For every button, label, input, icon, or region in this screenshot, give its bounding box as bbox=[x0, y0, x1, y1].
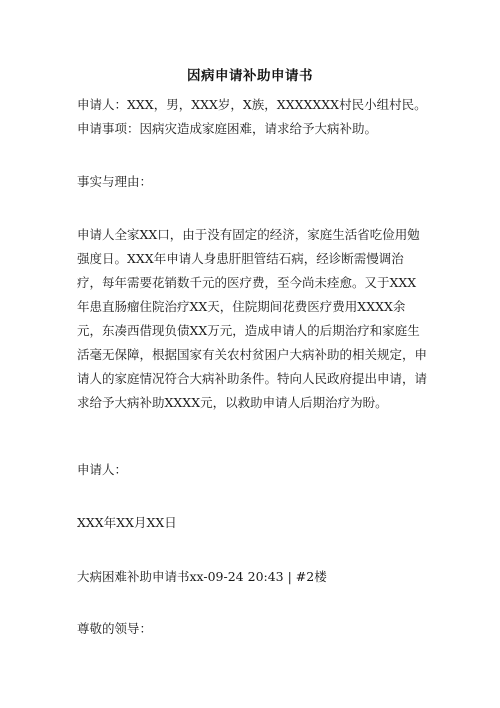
salutation: 尊敬的领导： bbox=[77, 621, 153, 636]
facts-heading: 事实与理由： bbox=[77, 174, 153, 189]
applicant-info-paragraph: 申请人：XXX，男，XXX岁，X族，XXXXXXX村民小组村民。 申请事项：因病灾造成家庭困难，请求给予大病补助。 bbox=[77, 97, 427, 136]
signature-label: 申请人： bbox=[77, 462, 128, 477]
date-line: XXX年XX月XX日 bbox=[77, 515, 177, 530]
post-footer-line: 大病困难补助申请书xx-09-24 20:43 | #2楼 bbox=[77, 569, 327, 584]
facts-body-paragraph: 申请人全家XX口，由于没有固定的经济，家庭生活省吃俭用勉强度日。XXX年申请人身患肝胆管结石病，经诊断需慢调治疗，每年需要花销数千元的医疗费，至今尚未痊愈。又于XXX年患直肠瘤住院治疗XX天，住院期间花费医疗费用XXXX余元，东凑西借现负债XX万元，造成申请人的后期治疗和家庭生活毫无保障，根据国家有关农村贫困户大病补助的相关规定，申请人的家庭情况符合大病补助条件。特向人民政府提出申请，请求给予大病补助XXXX元，以救助申请人后期治疗为盼。 bbox=[77, 227, 428, 410]
document-title: 因病申请补助申请书 bbox=[187, 68, 313, 84]
